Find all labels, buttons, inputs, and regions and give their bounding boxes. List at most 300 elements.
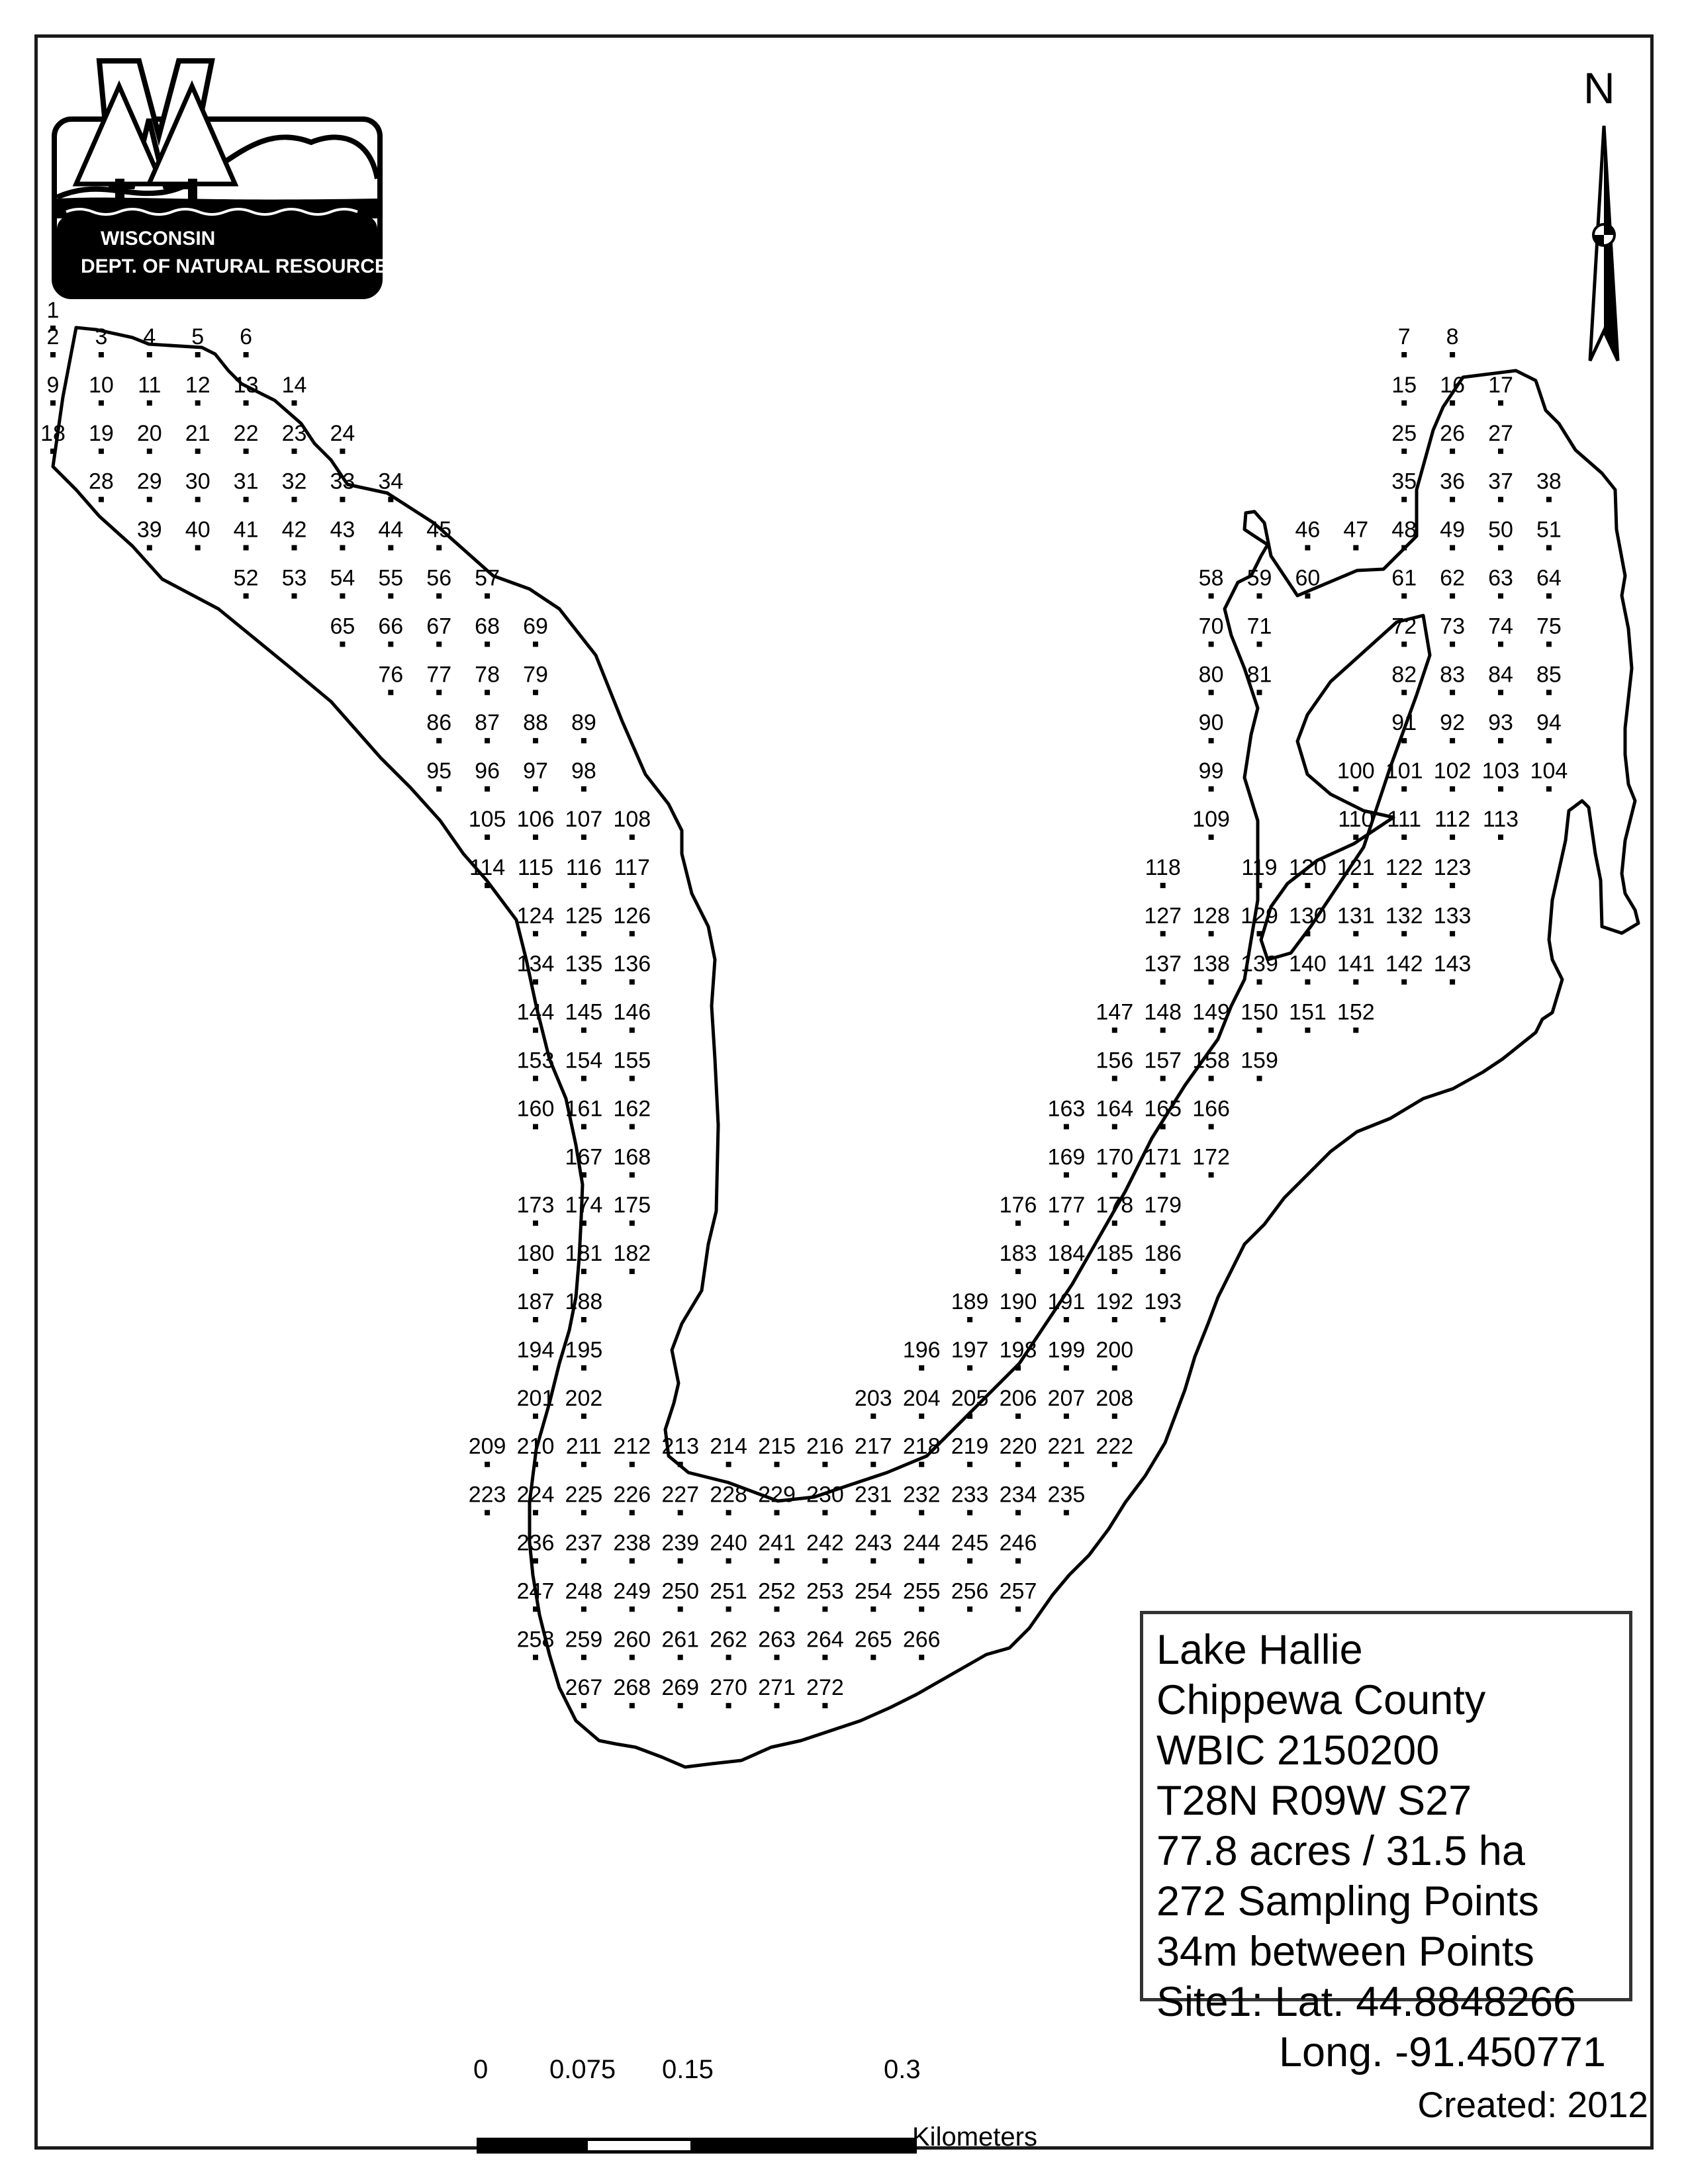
sampling-point-95 xyxy=(436,786,442,792)
sampling-point-208 xyxy=(1112,1414,1117,1419)
sampling-point-label-79: 79 xyxy=(523,662,548,688)
sampling-point-38 xyxy=(1546,497,1552,502)
sampling-point-73 xyxy=(1450,641,1455,647)
sampling-point-label-35: 35 xyxy=(1391,469,1417,494)
sampling-point-label-199: 199 xyxy=(1047,1337,1086,1363)
sampling-point-label-269: 269 xyxy=(661,1675,700,1701)
sampling-point-label-190: 190 xyxy=(999,1289,1037,1314)
sampling-point-161 xyxy=(581,1124,586,1129)
sampling-point-67 xyxy=(436,641,442,647)
sampling-point-202 xyxy=(581,1414,586,1419)
sampling-point-114 xyxy=(485,883,490,888)
sampling-point-label-167: 167 xyxy=(565,1144,603,1170)
sampling-point-159 xyxy=(1257,1076,1262,1081)
sampling-point-148 xyxy=(1160,1028,1166,1033)
sampling-point-label-252: 252 xyxy=(758,1578,796,1604)
sampling-point-label-209: 209 xyxy=(468,1433,506,1459)
sampling-point-label-147: 147 xyxy=(1096,999,1134,1025)
sampling-point-label-59: 59 xyxy=(1246,565,1272,591)
sampling-point-205 xyxy=(967,1414,972,1419)
sampling-point-268 xyxy=(630,1703,635,1708)
sampling-point-145 xyxy=(581,1028,586,1033)
sampling-point-258 xyxy=(533,1655,538,1660)
sampling-point-label-238: 238 xyxy=(613,1530,651,1556)
sampling-point-98 xyxy=(581,786,586,792)
sampling-point-255 xyxy=(919,1606,924,1612)
sampling-point-171 xyxy=(1160,1172,1166,1177)
sampling-point-66 xyxy=(388,641,393,647)
sampling-point-30 xyxy=(195,497,201,502)
sampling-point-269 xyxy=(678,1703,683,1708)
sampling-point-96 xyxy=(485,786,490,792)
sampling-point-190 xyxy=(1015,1317,1021,1322)
sampling-point-199 xyxy=(1064,1365,1069,1371)
sampling-point-90 xyxy=(1209,738,1214,743)
sampling-point-label-106: 106 xyxy=(516,807,555,832)
sampling-point-label-170: 170 xyxy=(1096,1144,1134,1170)
sampling-point-20 xyxy=(147,449,152,454)
sampling-point-label-257: 257 xyxy=(999,1578,1037,1604)
sampling-point-3 xyxy=(99,352,104,357)
sampling-point-28 xyxy=(99,497,104,502)
sampling-point-label-77: 77 xyxy=(426,662,452,688)
sampling-point-label-67: 67 xyxy=(426,614,452,639)
sampling-point-label-249: 249 xyxy=(613,1578,651,1604)
sampling-point-label-126: 126 xyxy=(613,903,651,929)
sampling-point-82 xyxy=(1401,690,1407,695)
sampling-point-label-214: 214 xyxy=(710,1433,747,1459)
sampling-point-2 xyxy=(50,352,56,357)
sampling-point-label-158: 158 xyxy=(1192,1048,1230,1073)
sampling-point-141 xyxy=(1353,979,1358,985)
sampling-point-label-224: 224 xyxy=(516,1482,555,1508)
wbic: WBIC 2150200 xyxy=(1156,1727,1440,1774)
sampling-point-42 xyxy=(292,545,297,551)
sampling-point-label-100: 100 xyxy=(1336,758,1375,784)
sampling-point-272 xyxy=(822,1703,827,1708)
sampling-point-label-248: 248 xyxy=(565,1578,603,1604)
sampling-point-label-168: 168 xyxy=(613,1144,651,1170)
lake-name: Lake Hallie xyxy=(1156,1627,1363,1673)
sampling-point-154 xyxy=(581,1076,586,1081)
sampling-point-17 xyxy=(1498,400,1503,406)
sampling-point-label-267: 267 xyxy=(565,1675,603,1701)
sampling-point-106 xyxy=(533,835,538,840)
sampling-point-label-27: 27 xyxy=(1488,420,1513,446)
sampling-point-86 xyxy=(436,738,442,743)
sampling-point-label-28: 28 xyxy=(88,469,114,494)
sampling-point-label-99: 99 xyxy=(1198,758,1224,784)
sampling-point-112 xyxy=(1450,835,1455,840)
sampling-point-label-93: 93 xyxy=(1488,710,1513,736)
sampling-point-37 xyxy=(1498,497,1503,502)
sampling-point-160 xyxy=(533,1124,538,1129)
sampling-point-262 xyxy=(726,1655,731,1660)
sampling-point-label-7: 7 xyxy=(1397,324,1411,349)
sampling-point-label-139: 139 xyxy=(1241,951,1278,977)
sampling-point-label-12: 12 xyxy=(185,372,211,398)
sampling-point-180 xyxy=(533,1269,538,1274)
sampling-point-label-205: 205 xyxy=(951,1385,989,1411)
sampling-point-61 xyxy=(1401,594,1407,599)
sampling-point-99 xyxy=(1209,786,1214,792)
sampling-point-162 xyxy=(630,1124,635,1129)
sampling-point-label-39: 39 xyxy=(136,517,162,543)
sampling-point-label-95: 95 xyxy=(426,758,452,784)
sampling-point-label-183: 183 xyxy=(999,1241,1037,1267)
scale-unit: Kilometers xyxy=(912,2122,1037,2152)
sampling-point-131 xyxy=(1353,931,1358,936)
sampling-point-168 xyxy=(630,1172,635,1177)
north-arrow-icon xyxy=(1590,126,1618,361)
sampling-point-244 xyxy=(919,1559,924,1564)
sampling-point-label-239: 239 xyxy=(661,1530,700,1556)
sampling-point-label-194: 194 xyxy=(516,1337,555,1363)
wdnr-logo xyxy=(54,61,401,296)
sampling-point-label-104: 104 xyxy=(1530,758,1568,784)
sampling-point-84 xyxy=(1498,690,1503,695)
sampling-point-label-174: 174 xyxy=(565,1193,603,1218)
sampling-point-226 xyxy=(630,1510,635,1516)
sampling-point-label-74: 74 xyxy=(1488,614,1513,639)
sampling-point-134 xyxy=(533,979,538,985)
north-label: N xyxy=(1583,64,1615,113)
sampling-point-236 xyxy=(533,1559,538,1564)
sampling-point-label-153: 153 xyxy=(516,1048,555,1073)
sampling-point-label-213: 213 xyxy=(661,1433,700,1459)
sampling-point-43 xyxy=(340,545,345,551)
sampling-point-label-161: 161 xyxy=(565,1096,603,1122)
sampling-point-52 xyxy=(244,594,249,599)
sampling-point-235 xyxy=(1064,1510,1069,1516)
sampling-point-225 xyxy=(581,1510,586,1516)
sampling-point-45 xyxy=(436,545,442,551)
sampling-point-label-206: 206 xyxy=(999,1385,1037,1411)
sampling-point-label-180: 180 xyxy=(516,1241,555,1267)
sampling-point-label-43: 43 xyxy=(330,517,355,543)
sampling-point-245 xyxy=(967,1559,972,1564)
sampling-point-label-200: 200 xyxy=(1096,1337,1134,1363)
sampling-point-label-3: 3 xyxy=(95,324,108,349)
sampling-point-label-81: 81 xyxy=(1246,662,1272,688)
sampling-point-93 xyxy=(1498,738,1503,743)
sampling-point-170 xyxy=(1112,1172,1117,1177)
sampling-point-176 xyxy=(1015,1220,1021,1226)
sampling-point-label-131: 131 xyxy=(1336,903,1375,929)
sampling-point-label-97: 97 xyxy=(523,758,548,784)
sampling-point-165 xyxy=(1160,1124,1166,1129)
sampling-point-77 xyxy=(436,690,442,695)
sampling-point-260 xyxy=(630,1655,635,1660)
sampling-point-232 xyxy=(919,1510,924,1516)
sampling-point-label-123: 123 xyxy=(1433,854,1472,880)
lake-area: 77.8 acres / 31.5 ha xyxy=(1156,1828,1525,1874)
sampling-point-59 xyxy=(1257,594,1262,599)
sampling-point-label-236: 236 xyxy=(516,1530,555,1556)
sampling-point-155 xyxy=(630,1076,635,1081)
sampling-point-label-10: 10 xyxy=(88,372,114,398)
sampling-point-229 xyxy=(774,1510,780,1516)
sampling-point-174 xyxy=(581,1220,586,1226)
sampling-point-21 xyxy=(195,449,201,454)
sampling-point-254 xyxy=(870,1606,876,1612)
sampling-point-label-45: 45 xyxy=(426,517,452,543)
sampling-point-219 xyxy=(967,1462,972,1467)
county: Chippewa County xyxy=(1156,1677,1486,1723)
sampling-point-13 xyxy=(244,400,249,406)
sampling-point-27 xyxy=(1498,449,1503,454)
sampling-point-183 xyxy=(1015,1269,1021,1274)
sampling-point-label-259: 259 xyxy=(565,1627,603,1653)
sampling-point-label-251: 251 xyxy=(710,1578,747,1604)
sampling-point-241 xyxy=(774,1559,780,1564)
sampling-point-9 xyxy=(50,400,56,406)
sampling-point-label-22: 22 xyxy=(233,420,259,446)
sampling-point-60 xyxy=(1305,594,1310,599)
sampling-point-label-125: 125 xyxy=(565,903,603,929)
sampling-point-104 xyxy=(1546,786,1552,792)
sampling-point-label-164: 164 xyxy=(1096,1096,1134,1122)
sampling-point-label-143: 143 xyxy=(1433,951,1472,977)
sampling-point-label-149: 149 xyxy=(1192,999,1230,1025)
sampling-point-label-265: 265 xyxy=(854,1627,892,1653)
sampling-point-195 xyxy=(581,1365,586,1371)
sampling-point-label-13: 13 xyxy=(233,372,259,398)
sampling-point-44 xyxy=(388,545,393,551)
sampling-point-264 xyxy=(822,1655,827,1660)
sampling-point-label-110: 110 xyxy=(1338,807,1374,832)
sampling-point-10 xyxy=(99,400,104,406)
sampling-point-12 xyxy=(195,400,201,406)
sampling-point-label-116: 116 xyxy=(565,854,602,880)
sampling-point-label-222: 222 xyxy=(1096,1433,1134,1459)
sampling-point-label-72: 72 xyxy=(1391,614,1417,639)
sampling-point-label-212: 212 xyxy=(613,1433,651,1459)
sampling-point-263 xyxy=(774,1655,780,1660)
sampling-point-33 xyxy=(340,497,345,502)
sampling-point-23 xyxy=(292,449,297,454)
sampling-point-103 xyxy=(1498,786,1503,792)
sampling-point-label-136: 136 xyxy=(613,951,651,977)
sampling-point-150 xyxy=(1257,1028,1262,1033)
sampling-point-50 xyxy=(1498,545,1503,551)
sampling-point-65 xyxy=(340,641,345,647)
sampling-point-label-80: 80 xyxy=(1198,662,1224,688)
sampling-point-270 xyxy=(726,1703,731,1708)
sampling-point-label-260: 260 xyxy=(613,1627,651,1653)
sampling-point-149 xyxy=(1209,1028,1214,1033)
sampling-point-label-247: 247 xyxy=(516,1578,555,1604)
sampling-point-label-176: 176 xyxy=(999,1193,1037,1218)
sampling-point-108 xyxy=(630,835,635,840)
sampling-point-label-78: 78 xyxy=(475,662,500,688)
sampling-point-label-129: 129 xyxy=(1241,903,1278,929)
sampling-point-label-233: 233 xyxy=(951,1482,989,1508)
sampling-point-125 xyxy=(581,931,586,936)
sampling-point-72 xyxy=(1401,641,1407,647)
sampling-point-label-237: 237 xyxy=(565,1530,603,1556)
sampling-point-91 xyxy=(1401,738,1407,743)
sampling-point-label-255: 255 xyxy=(902,1578,941,1604)
sampling-point-label-163: 163 xyxy=(1047,1096,1086,1122)
sampling-point-label-6: 6 xyxy=(240,324,253,349)
sampling-point-label-96: 96 xyxy=(475,758,500,784)
sampling-point-85 xyxy=(1546,690,1552,695)
sampling-point-label-226: 226 xyxy=(613,1482,651,1508)
sampling-point-label-76: 76 xyxy=(378,662,404,688)
sampling-point-label-87: 87 xyxy=(475,710,500,736)
sampling-point-label-191: 191 xyxy=(1047,1289,1086,1314)
sampling-point-240 xyxy=(726,1559,731,1564)
sampling-point-label-146: 146 xyxy=(613,999,651,1025)
sampling-point-239 xyxy=(678,1559,683,1564)
sampling-point-130 xyxy=(1305,931,1310,936)
sampling-point-label-51: 51 xyxy=(1536,517,1562,543)
sampling-point-107 xyxy=(581,835,586,840)
sampling-point-label-221: 221 xyxy=(1047,1433,1086,1459)
sampling-point-127 xyxy=(1160,931,1166,936)
sampling-point-label-201: 201 xyxy=(516,1385,555,1411)
sampling-point-label-62: 62 xyxy=(1440,565,1466,591)
sampling-point-label-134: 134 xyxy=(516,951,555,977)
sampling-point-label-215: 215 xyxy=(758,1433,796,1459)
sampling-point-39 xyxy=(147,545,152,551)
sampling-point-label-133: 133 xyxy=(1433,903,1472,929)
sampling-point-label-91: 91 xyxy=(1391,710,1417,736)
sampling-point-169 xyxy=(1064,1172,1069,1177)
sampling-point-label-60: 60 xyxy=(1295,565,1321,591)
sampling-point-label-142: 142 xyxy=(1385,951,1423,977)
sampling-point-228 xyxy=(726,1510,731,1516)
sampling-point-68 xyxy=(485,641,490,647)
sampling-point-label-243: 243 xyxy=(854,1530,892,1556)
sampling-point-137 xyxy=(1160,979,1166,985)
sampling-point-5 xyxy=(195,352,201,357)
sampling-point-label-68: 68 xyxy=(475,614,500,639)
sampling-point-label-208: 208 xyxy=(1096,1385,1134,1411)
sampling-point-label-70: 70 xyxy=(1198,614,1224,639)
sampling-point-51 xyxy=(1546,545,1552,551)
sampling-point-132 xyxy=(1401,931,1407,936)
sampling-point-label-30: 30 xyxy=(185,469,211,494)
sampling-point-label-204: 204 xyxy=(902,1385,941,1411)
sampling-point-249 xyxy=(630,1606,635,1612)
sampling-point-label-88: 88 xyxy=(523,710,548,736)
sampling-point-78 xyxy=(485,690,490,695)
sampling-point-label-185: 185 xyxy=(1096,1241,1134,1267)
sampling-point-label-250: 250 xyxy=(661,1578,700,1604)
sampling-point-121 xyxy=(1353,883,1358,888)
sampling-point-label-192: 192 xyxy=(1096,1289,1134,1314)
sampling-point-label-256: 256 xyxy=(951,1578,989,1604)
sampling-point-label-49: 49 xyxy=(1440,517,1466,543)
sampling-point-166 xyxy=(1209,1124,1214,1129)
sampling-point-179 xyxy=(1160,1220,1166,1226)
sampling-point-label-241: 241 xyxy=(758,1530,796,1556)
sampling-point-250 xyxy=(678,1606,683,1612)
sampling-point-label-101: 101 xyxy=(1385,758,1423,784)
sampling-point-label-2: 2 xyxy=(46,324,60,349)
logo-agency: WISCONSIN xyxy=(101,228,216,250)
sampling-point-label-86: 86 xyxy=(426,710,452,736)
sampling-point-label-202: 202 xyxy=(565,1385,603,1411)
sampling-point-209 xyxy=(485,1462,490,1467)
sampling-point-92 xyxy=(1450,738,1455,743)
sampling-point-181 xyxy=(581,1269,586,1274)
sampling-point-196 xyxy=(919,1365,924,1371)
sampling-point-label-56: 56 xyxy=(426,565,452,591)
sampling-point-label-218: 218 xyxy=(902,1433,941,1459)
sampling-point-25 xyxy=(1401,449,1407,454)
sampling-point-label-169: 169 xyxy=(1047,1144,1086,1170)
created-date: Created: 2012 xyxy=(1417,2084,1648,2125)
sampling-point-label-31: 31 xyxy=(233,469,259,494)
sampling-point-56 xyxy=(436,594,442,599)
sampling-point-81 xyxy=(1257,690,1262,695)
sampling-point-label-25: 25 xyxy=(1391,420,1417,446)
sampling-point-label-172: 172 xyxy=(1192,1144,1230,1170)
sampling-point-133 xyxy=(1450,931,1455,936)
sampling-point-271 xyxy=(774,1703,780,1708)
sampling-point-242 xyxy=(822,1559,827,1564)
sampling-point-8 xyxy=(1450,352,1455,357)
sampling-point-label-18: 18 xyxy=(40,420,66,446)
sampling-point-label-258: 258 xyxy=(516,1627,555,1653)
scale-bar xyxy=(473,2055,1037,2154)
sampling-point-243 xyxy=(870,1559,876,1564)
sampling-point-label-84: 84 xyxy=(1488,662,1513,688)
sampling-point-223 xyxy=(485,1510,490,1516)
sampling-point-label-141: 141 xyxy=(1336,951,1375,977)
sampling-point-label-53: 53 xyxy=(281,565,307,591)
sampling-point-label-152: 152 xyxy=(1336,999,1375,1025)
sampling-point-label-50: 50 xyxy=(1488,517,1513,543)
sampling-point-248 xyxy=(581,1606,586,1612)
sampling-point-118 xyxy=(1160,883,1166,888)
sampling-point-55 xyxy=(388,594,393,599)
sampling-point-116 xyxy=(581,883,586,888)
sampling-point-151 xyxy=(1305,1028,1310,1033)
sampling-point-label-184: 184 xyxy=(1047,1241,1086,1267)
sampling-point-label-119: 119 xyxy=(1241,854,1278,880)
sampling-point-143 xyxy=(1450,979,1455,985)
sampling-point-label-16: 16 xyxy=(1440,372,1466,398)
sampling-point-152 xyxy=(1353,1028,1358,1033)
scale-tick-0075: 0.075 xyxy=(549,2055,616,2084)
site-latitude: Site1: Lat. 44.8848266 xyxy=(1156,1979,1577,2025)
sampling-point-label-124: 124 xyxy=(516,903,555,929)
lake-info-box xyxy=(1140,1611,1632,2075)
sampling-point-label-111: 111 xyxy=(1387,807,1422,832)
sampling-point-label-232: 232 xyxy=(902,1482,941,1508)
sampling-point-label-23: 23 xyxy=(281,420,307,446)
sampling-point-label-227: 227 xyxy=(661,1482,700,1508)
sampling-point-173 xyxy=(533,1220,538,1226)
sampling-point-label-40: 40 xyxy=(185,517,211,543)
sampling-point-206 xyxy=(1015,1414,1021,1419)
sampling-point-label-73: 73 xyxy=(1440,614,1466,639)
sampling-point-label-263: 263 xyxy=(758,1627,796,1653)
sampling-point-251 xyxy=(726,1606,731,1612)
sampling-point-label-17: 17 xyxy=(1488,372,1513,398)
sampling-point-label-187: 187 xyxy=(516,1289,555,1314)
sampling-point-label-26: 26 xyxy=(1440,420,1466,446)
sampling-point-label-105: 105 xyxy=(468,807,506,832)
sampling-point-label-210: 210 xyxy=(516,1433,555,1459)
township: T28N R09W S27 xyxy=(1156,1778,1472,1824)
sampling-point-113 xyxy=(1498,835,1503,840)
sampling-point-119 xyxy=(1257,883,1262,888)
